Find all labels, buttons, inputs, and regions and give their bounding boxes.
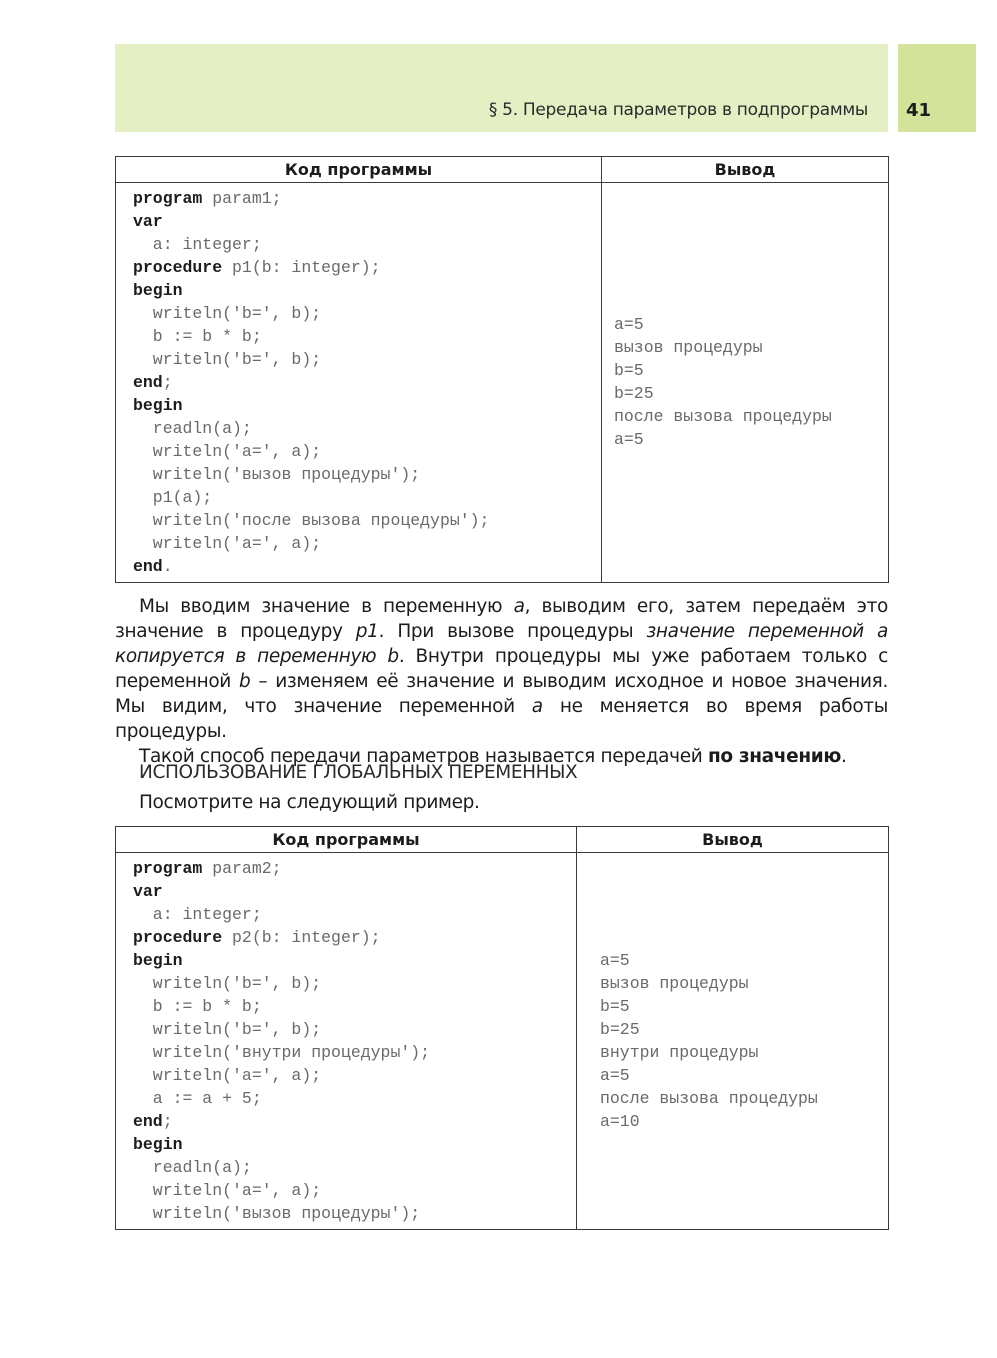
chapter-header-band [115,44,888,132]
code-line [133,279,601,302]
code-text: writeln('b=', b); [133,304,322,323]
code-keyword: begin [133,396,183,415]
code-text: p1(a); [133,488,213,507]
code-column-header: Код программы [116,827,577,853]
code-text: readln(a); [133,1158,252,1177]
code-text: writeln('внутри процедуры'); [133,1043,431,1062]
output-listing [614,313,832,451]
code-text: . [162,557,173,576]
program-table-1 [115,156,889,583]
paragraph: Мы вводим значение в переменную a, выводим его, затем передаём это значение в процедуру p1. При вызове процедуры значение переменной a копируется в переменную b. Внутри процедуры мы уже работаем только с переменной b – изменяем её значение и выводим исходное и новое значения. Мы видим, что значение переменной a не меняется во время работы процедуры. [115,596,889,742]
code-line [133,210,601,233]
code-text: p1(b: integer); [222,258,381,277]
output-line: вызов процедуры [600,974,749,993]
code-text: writeln('вызов процедуры'); [133,1204,421,1223]
section-heading: ИСПОЛЬЗОВАНИЕ ГЛОБАЛЬНЫХ ПЕРЕМЕННЫХ [139,762,578,783]
output-line: b=25 [614,384,654,403]
code-text: writeln('b=', b); [133,1020,322,1039]
code-text: b := b * b; [133,997,262,1016]
code-keyword: program [133,189,203,208]
code-line [133,532,601,555]
code-keyword: var [133,212,163,231]
code-text: writeln('a=', a); [133,442,322,461]
paragraph: Такой способ передачи параметров называется передачей по значению. [139,746,847,767]
code-listing [116,853,576,1229]
code-line [133,1064,576,1087]
code-line [133,880,576,903]
code-cell [116,183,602,583]
output-line: a=10 [600,1112,640,1131]
output-line: a=5 [600,1066,630,1085]
code-keyword: begin [133,281,183,300]
code-line [133,1041,576,1064]
code-line [133,417,601,440]
code-line [133,325,601,348]
code-line [133,1133,576,1156]
code-line [133,486,601,509]
code-text: readln(a); [133,419,252,438]
code-line [133,509,601,532]
code-text: writeln('b=', b); [133,350,322,369]
code-line [133,972,576,995]
code-cell [116,853,577,1230]
code-text: ; [162,1112,173,1131]
code-line [133,463,601,486]
output-column-header: Вывод [602,157,889,183]
page-number: 41 [906,100,932,121]
output-cell [602,183,889,583]
code-line [133,187,601,210]
code-line [133,371,601,394]
code-keyword: end [133,373,163,392]
code-keyword: begin [133,1135,183,1154]
code-line [133,995,576,1018]
code-line [133,903,576,926]
code-line [133,1087,576,1110]
code-line [133,348,601,371]
code-keyword: var [133,882,163,901]
page-number-tab [898,44,976,132]
output-line: b=5 [600,997,630,1016]
output-listing [600,949,818,1133]
code-text: p2(b: integer); [222,928,381,947]
code-text: writeln('после вызова процедуры'); [133,511,490,530]
code-text: a: integer; [133,235,262,254]
output-line: a=5 [614,315,644,334]
code-text: a: integer; [133,905,262,924]
code-line [133,1110,576,1133]
code-text: writeln('вызов процедуры'); [133,465,421,484]
code-line [133,233,601,256]
output-line: b=25 [600,1020,640,1039]
code-text: param2; [202,859,282,878]
output-line: a=5 [614,430,644,449]
code-text: writeln('a=', a); [133,534,322,553]
code-text: writeln('b=', b); [133,974,322,993]
lead-text: Посмотрите на следующий пример. [139,792,480,813]
code-line [133,1202,576,1225]
output-column-header: Вывод [577,827,889,853]
output-line: a=5 [600,951,630,970]
output-cell [577,853,889,1230]
code-line [133,1179,576,1202]
output-line: после вызова процедуры [600,1089,818,1108]
code-keyword: end [133,1112,163,1131]
explanation-text [115,594,888,769]
code-line [133,857,576,880]
output-line: b=5 [614,361,644,380]
chapter-title: § 5. Передача параметров в подпрограммы [488,100,868,120]
code-text: ; [162,373,173,392]
code-text: a := a + 5; [133,1089,262,1108]
code-line [133,394,601,417]
code-text: b := b * b; [133,327,262,346]
code-line [133,555,601,578]
code-keyword: begin [133,951,183,970]
code-line [133,302,601,325]
output-line: вызов процедуры [614,338,763,357]
code-keyword: program [133,859,203,878]
code-text: writeln('a=', a); [133,1181,322,1200]
code-line [133,256,601,279]
code-listing [116,183,601,582]
code-line [133,926,576,949]
output-line: после вызова процедуры [614,407,832,426]
code-line [133,1018,576,1041]
output-line: внутри процедуры [600,1043,759,1062]
code-line [133,949,576,972]
code-keyword: procedure [133,258,223,277]
code-line [133,1156,576,1179]
code-line [133,440,601,463]
program-table-2 [115,826,889,1230]
code-text: writeln('a=', a); [133,1066,322,1085]
code-keyword: procedure [133,928,223,947]
code-text: param1; [202,189,282,208]
code-keyword: end [133,557,163,576]
code-column-header: Код программы [116,157,602,183]
